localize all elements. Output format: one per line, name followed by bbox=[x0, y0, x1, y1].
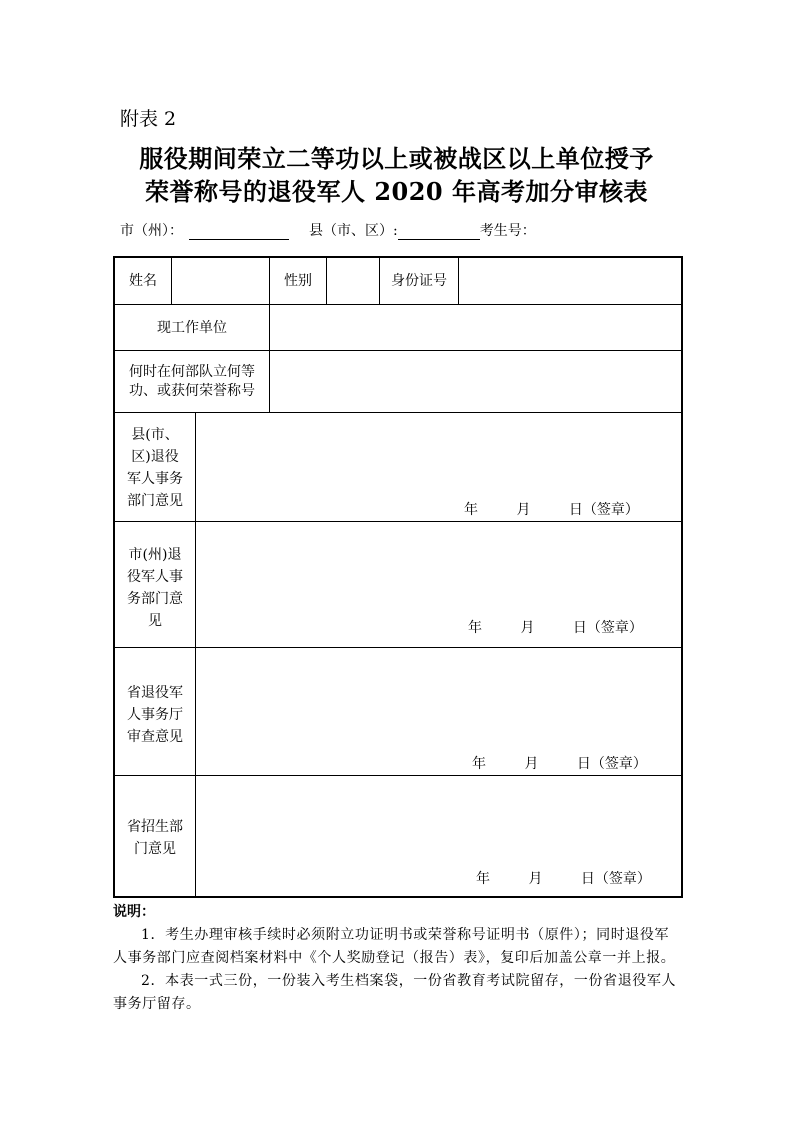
county-blank[interactable] bbox=[398, 227, 480, 240]
exam-no-label: 考生号： bbox=[479, 223, 536, 239]
year-label: 年 bbox=[468, 620, 482, 636]
month-label: 月 bbox=[516, 502, 531, 518]
month-label: 月 bbox=[524, 756, 539, 772]
gender-field[interactable] bbox=[327, 258, 379, 304]
city-label: 市（州）： bbox=[120, 223, 183, 239]
name-label: 姓名 bbox=[129, 273, 157, 289]
day-seal-label: 日（签章） bbox=[576, 756, 647, 772]
review-form-table bbox=[113, 256, 683, 898]
note-item-2: 2．本表一式三份，一份装入考生档案袋，一份省教育考试院留存，一份省退役军人事务厅留存。 bbox=[113, 973, 677, 1012]
county-label: 县（市、区）: bbox=[309, 223, 398, 239]
day-seal-label: 日（签章） bbox=[580, 871, 651, 887]
notes-section bbox=[113, 901, 683, 1016]
province-admissions-opinion-label: 省招生部门意见 bbox=[127, 819, 183, 857]
county-opinion-label: 县(市、区)退役军人事务部门意见 bbox=[127, 427, 183, 509]
id-number-label: 身份证号 bbox=[391, 273, 447, 289]
month-label: 月 bbox=[520, 620, 535, 636]
province-admissions-signature-date bbox=[476, 868, 651, 888]
year-label: 年 bbox=[476, 871, 490, 887]
workplace-field[interactable] bbox=[270, 305, 681, 350]
honor-label: 何时在何部队立何等功、或获何荣誉称号 bbox=[129, 363, 255, 399]
province-veterans-signature-date bbox=[472, 753, 647, 773]
note-item-1: 1．考生办理审核手续时必须附立功证明书或荣誉称号证明书（原件）；同时退役军人事务部门应查阅档案材料中《个人奖励登记（报告）表》，复印后加盖公章一并上报。 bbox=[113, 927, 676, 966]
name-field[interactable] bbox=[172, 258, 269, 304]
province-veterans-opinion-label: 省退役军人事务厅审查意见 bbox=[127, 685, 183, 745]
meta-row bbox=[120, 220, 536, 240]
form-title-line-1: 服役期间荣立二等功以上或被战区以上单位授予 bbox=[139, 144, 654, 173]
gender-label: 性别 bbox=[284, 273, 312, 289]
county-signature-date bbox=[464, 499, 639, 519]
honor-field[interactable] bbox=[270, 351, 681, 412]
year-label: 年 bbox=[464, 502, 478, 518]
id-number-field[interactable] bbox=[459, 258, 681, 304]
day-seal-label: 日（签章） bbox=[568, 502, 639, 518]
city-blank[interactable] bbox=[189, 227, 289, 240]
workplace-label: 现工作单位 bbox=[157, 319, 227, 336]
attachment-label: 附表 2 bbox=[120, 108, 177, 130]
form-title-line-2: 荣誉称号的退役军人 2020 年高考加分审核表 bbox=[144, 177, 648, 206]
city-signature-date bbox=[468, 617, 643, 637]
month-label: 月 bbox=[528, 871, 543, 887]
city-opinion-label: 市(州)退役军人事务部门意见 bbox=[127, 547, 183, 629]
day-seal-label: 日（签章） bbox=[572, 620, 643, 636]
year-label: 年 bbox=[472, 756, 486, 772]
notes-heading: 说明： bbox=[113, 904, 155, 920]
